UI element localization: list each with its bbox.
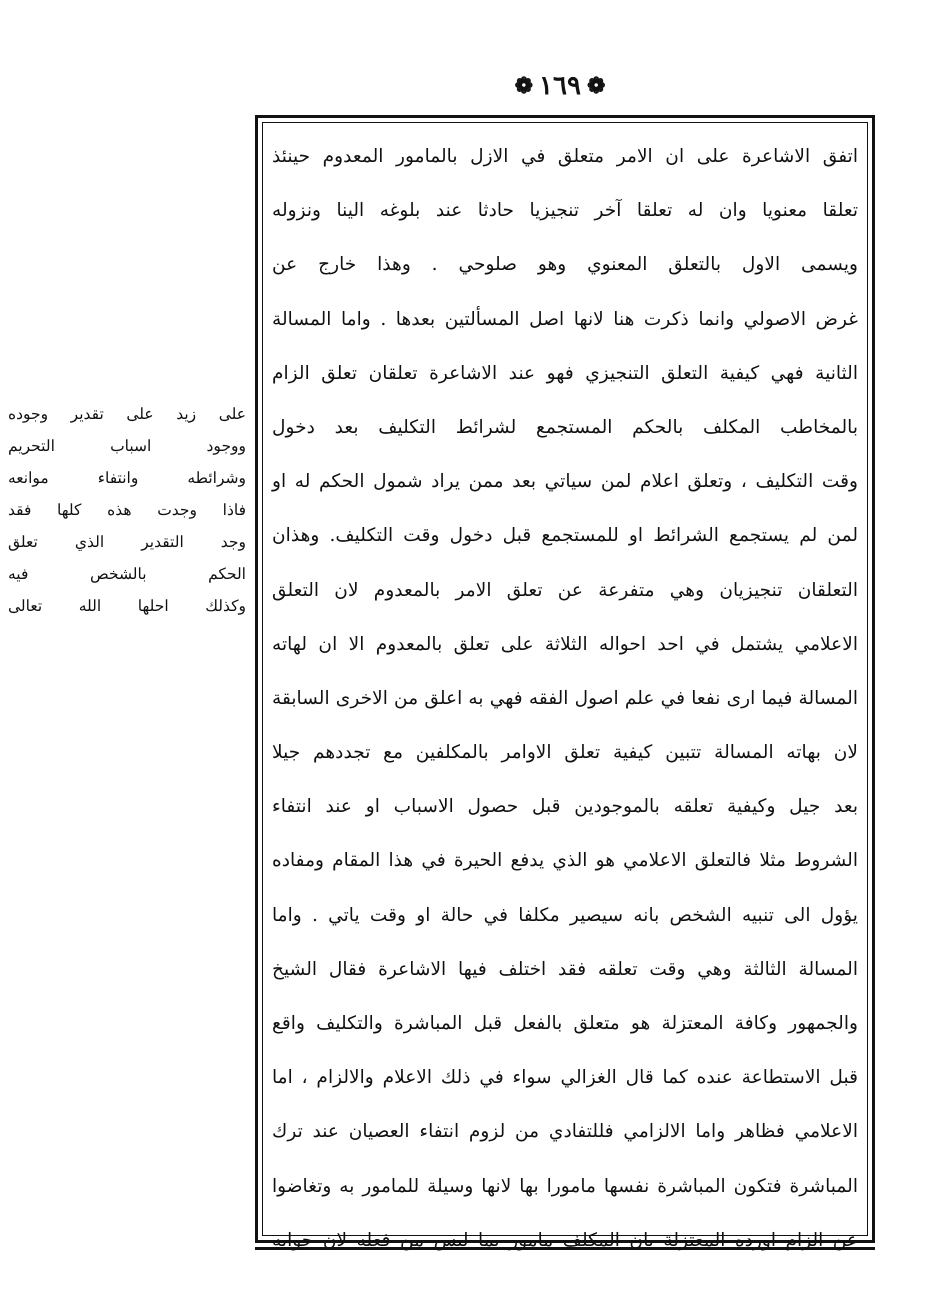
ornament-right-icon: ❁ (586, 73, 606, 99)
text-line: الثانية فهي كيفية التعلق التنجيزي فهو عند الاشاعرة تعلقان تعلق الزام (272, 362, 858, 384)
text-line: قبل الاستطاعة عنده كما قال الغزالي سواء في ذلك الاعلام والالزام ، اما (272, 1067, 858, 1089)
margin-note-line: الحكم بالشخص فيه (8, 565, 246, 583)
text-line: المسالة فيما ارى نفعا في علم اصول الفقه فهي به اعلق من الاخرى السابقة (272, 687, 858, 709)
page-number (505, 66, 615, 106)
margin-note (8, 398, 246, 622)
ornament-left-icon: ❁ (514, 73, 534, 99)
margin-note-line: فاذا وجدت هذه كلها فقد (8, 501, 246, 519)
text-line: المباشرة فتكون المباشرة نفسها مامورا بها لانها وسيلة للمامور به وتغاضوا (272, 1175, 858, 1197)
page-number-value: ١٦٩ (539, 71, 581, 101)
text-line: بعد جيل وكيفية تعلقه بالموجودين قبل حصول الاسباب او عند انتفاء (272, 796, 858, 818)
text-line: بالمخاطب المكلف بالحكم المستجمع لشرائط التكليف بعد دخول (272, 416, 858, 438)
text-line: عن الزام اورده المعتزلة بان المكلف مامور بما ليس من فعله لان جوابه (272, 1229, 858, 1251)
text-line: الاعلامي فظاهر واما الالزامي فللتفادي من لزوم انتفاء العصيان عند ترك (272, 1121, 858, 1143)
text-line: التعلقان تنجيزيان وهي متفرعة عن تعلق الامر بالمعدوم لان التعلق (272, 579, 858, 601)
text-line: المسالة الثالثة وهي وقت تعلقه فقد اختلف فيها الاشاعرة فقال الشيخ (272, 958, 858, 980)
text-line: ويسمى الاول بالتعلق المعنوي وهو صلوحي . وهذا خارج عن (272, 254, 858, 276)
text-line: تعلقا معنويا وان له تعلقا آخر تنجيزيا حادثا عند بلوغه الينا ونزوله (272, 200, 858, 222)
text-line: الاعلامي يشتمل في احد احواله الثلاثة على تعلق بالمعدوم الا ان لهاته (272, 633, 858, 655)
text-line: والجمهور وكافة المعتزلة هو متعلق بالفعل قبل المباشرة والتكليف واقع (272, 1013, 858, 1034)
text-line: لان بهاته المسالة تتبين كيفية تعلق الاوامر بالمكلفين مع تجددهم جيلا (272, 742, 858, 764)
margin-note-line: وكذلك احلها الله تعالى (8, 597, 246, 615)
text-line: يؤول الى تنبيه الشخص بانه سيصير مكلفا في حالة او وقت ياتي . واما (272, 904, 858, 926)
main-text-block (268, 130, 862, 1251)
text-line: لمن لم يستجمع الشرائط او للمستجمع قبل دخول وقت التكليف. وهذان (272, 525, 858, 547)
text-line: اتفق الاشاعرة على ان الامر متعلق في الازل بالمامور المعدوم حينئذ (272, 146, 858, 167)
margin-note-line: وشرائطه وانتفاء موانعه (8, 469, 246, 487)
text-line: غرض الاصولي وانما ذكرت هنا لانها اصل المسألتين بعدها . واما المسالة (272, 308, 858, 330)
text-line: الشروط مثلا فالتعلق الاعلامي هو الذي يدفع الحيرة في هذا المقام ومفاده (272, 850, 858, 872)
margin-note-line: على زيد على تقدير وجوده (8, 405, 246, 423)
margin-note-line: وجد التقدير الذي تعلق (8, 533, 246, 551)
text-line: وقت التكليف ، وتعلق اعلام لمن سياتي بعد ممن يراد شمول الحكم له او (272, 471, 858, 493)
margin-note-line: ووجود اسباب التحريم (8, 437, 246, 455)
